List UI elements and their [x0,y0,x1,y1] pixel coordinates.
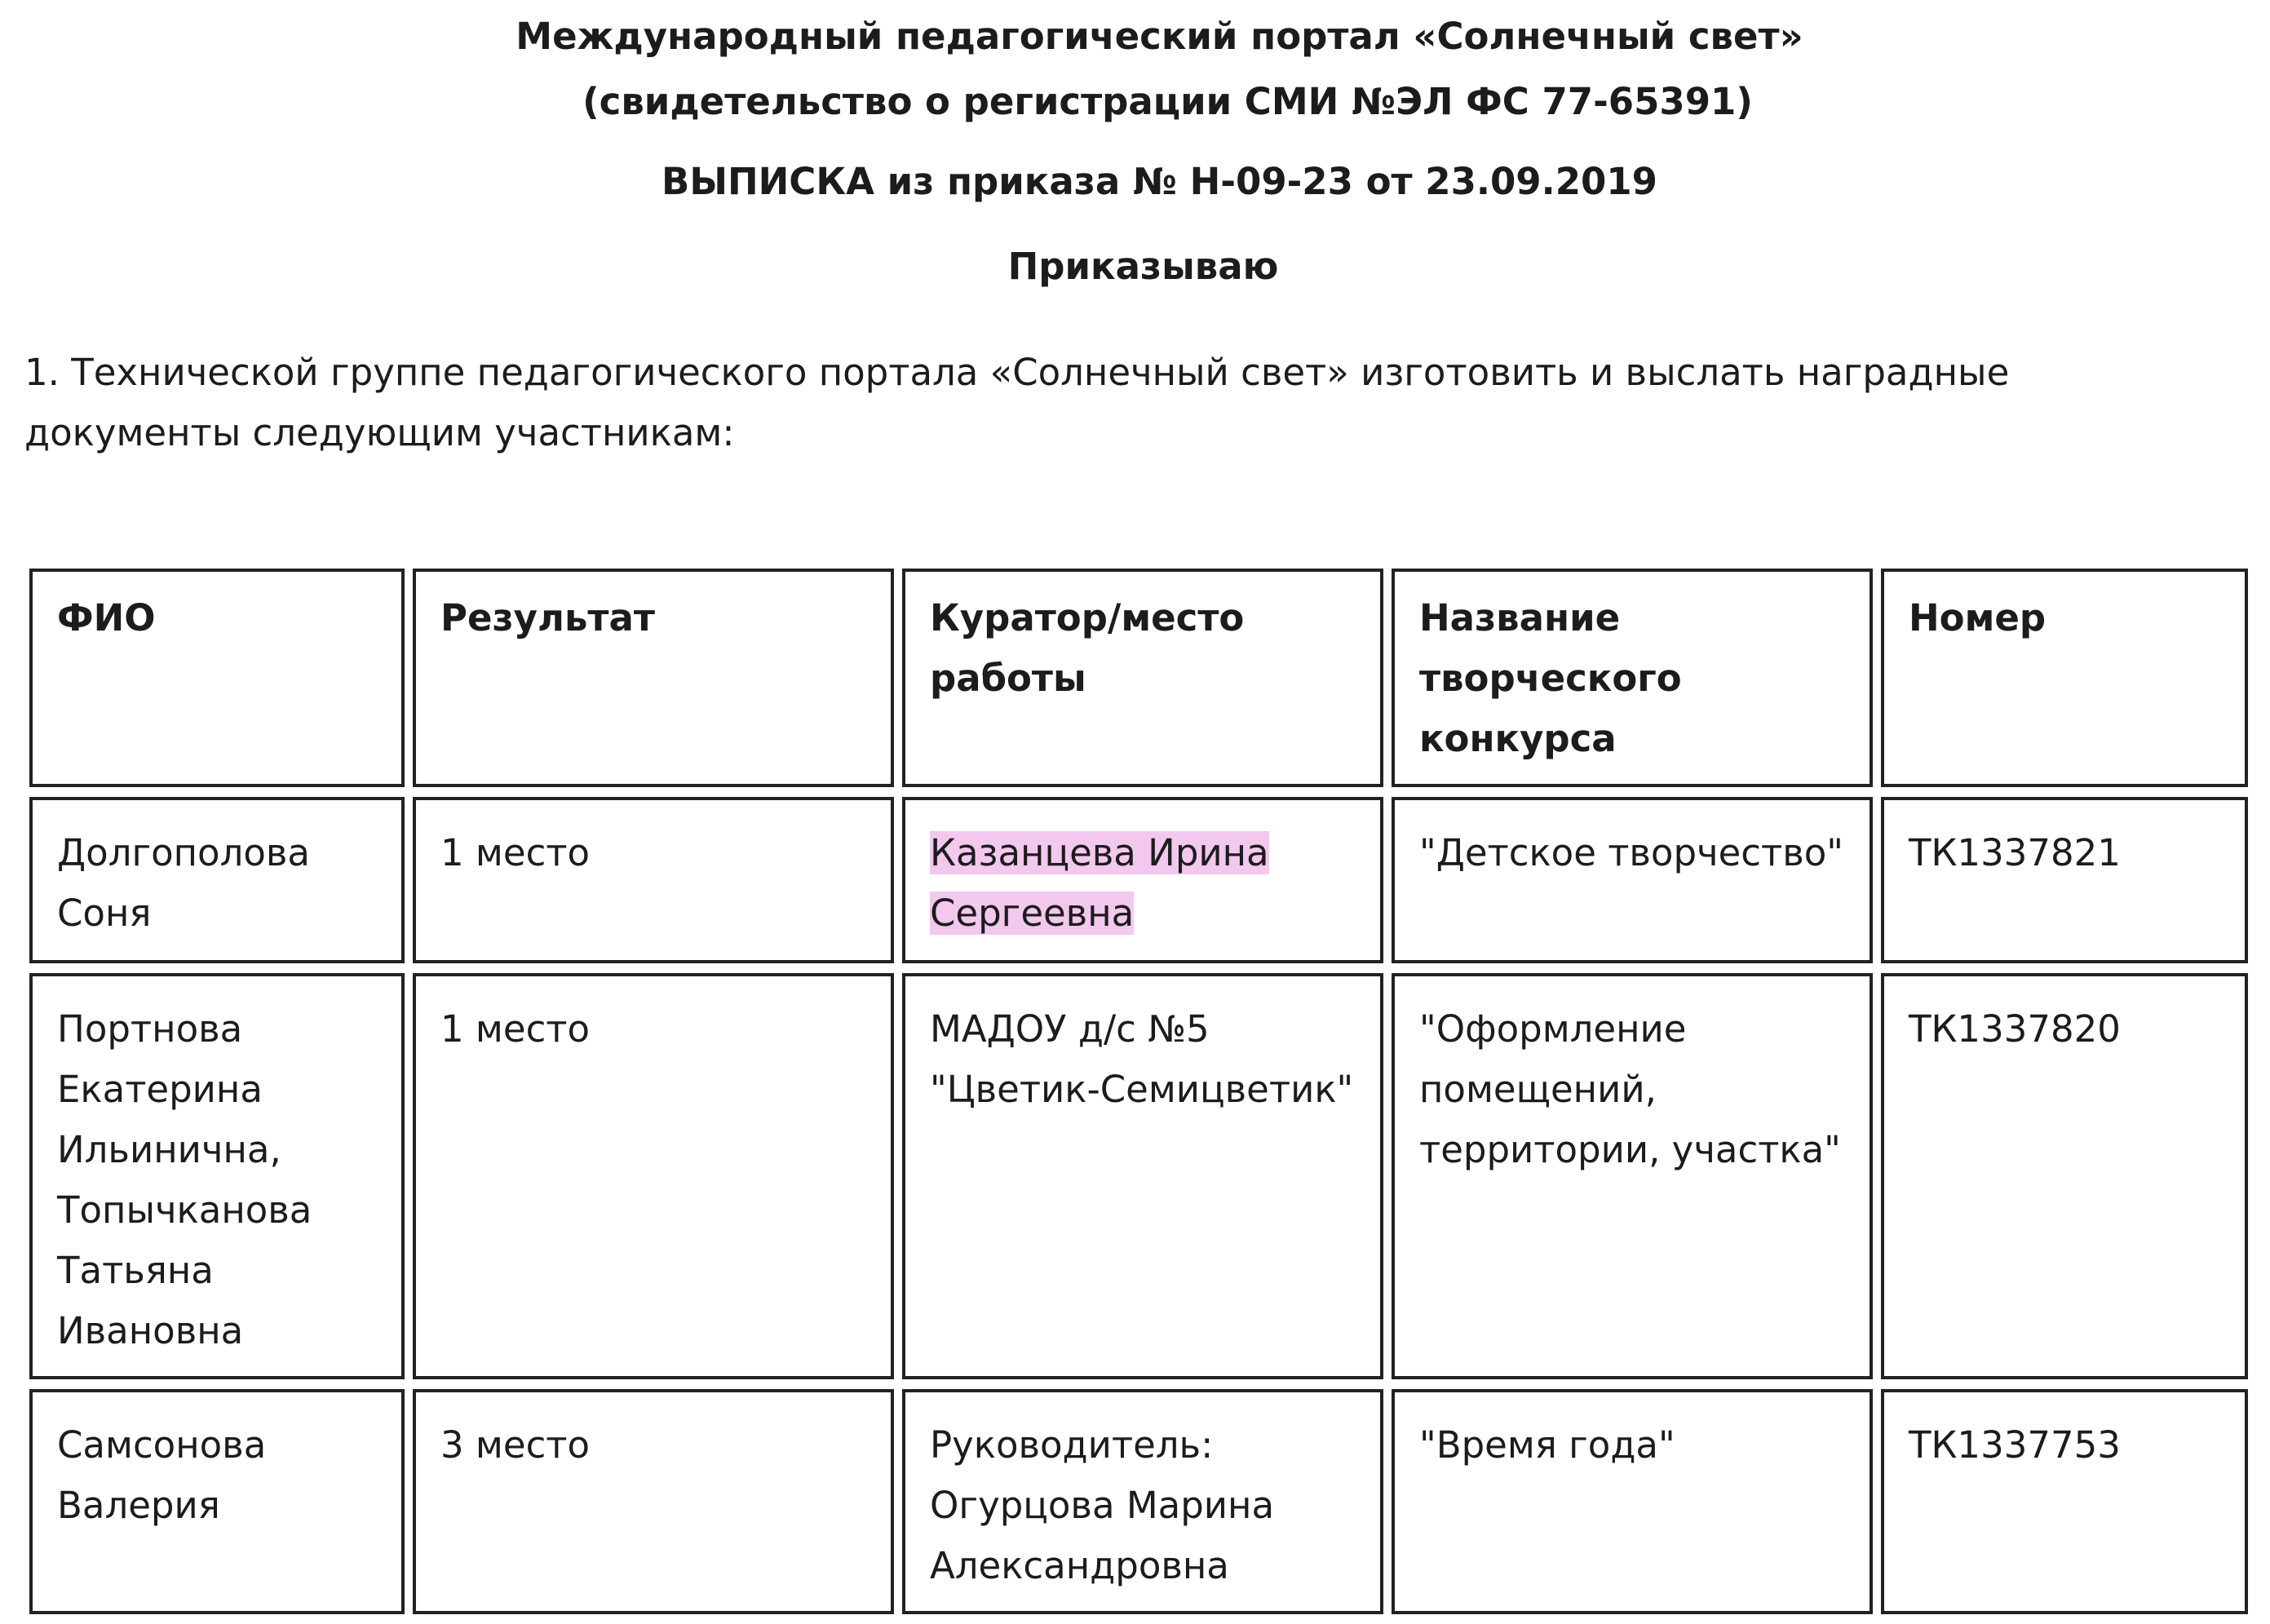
table-row [29,797,2248,963]
cell-fio: Портнова Екатерина Ильинична, Топычканова Татьяна Ивановна [29,973,405,1379]
registration-note: (свидетельство о регистрации СМИ №ЭЛ ФС 77-65391) [582,80,1753,123]
cell-fio: Долгополова Соня [29,797,405,963]
cell-fio: Самсонова Валерия [29,1389,405,1614]
awards-table [21,559,2256,1624]
order-word: Приказываю [1007,245,1279,288]
column-header-fio: ФИО [29,569,405,787]
table-row [29,1389,2248,1614]
table-row [29,973,2248,1379]
column-header-result: Результат [413,569,894,787]
order-paragraph: 1. Технической группе педагогического портала «Солнечный свет» изготовить и выслать наградные документы следующим участникам: [24,351,2010,454]
cell-result: 3 место [413,1389,894,1614]
cell-result: 1 место [413,797,894,963]
cell-number: ТК1337753 [1881,1389,2248,1614]
cell-contest: "Оформление помещений, территории, участка" [1392,973,1873,1379]
highlighted-curator-name: Казанцева Ирина Сергеевна [930,831,1269,935]
cell-number: ТК1337820 [1881,973,2248,1379]
cell-curator [902,797,1383,963]
portal-title: Международный педагогический портал «Солнечный свет» [516,15,1803,58]
column-header-number: Номер [1881,569,2248,787]
cell-curator: МАДОУ д/с №5 "Цветик-Семицветик" [902,973,1383,1379]
extract-title: ВЫПИСКА из приказа № Н-09-23 от 23.09.2019 [662,160,1657,203]
column-header-contest: Название творческого конкурса [1392,569,1873,787]
table-header-row [29,569,2248,787]
cell-result: 1 место [413,973,894,1379]
cell-number: ТК1337821 [1881,797,2248,963]
cell-contest: "Время года" [1392,1389,1873,1614]
cell-curator: Руководитель: Огурцова Марина Александровна [902,1389,1383,1614]
cell-contest: "Детское творчество" [1392,797,1873,963]
column-header-curator: Куратор/место работы [902,569,1383,787]
